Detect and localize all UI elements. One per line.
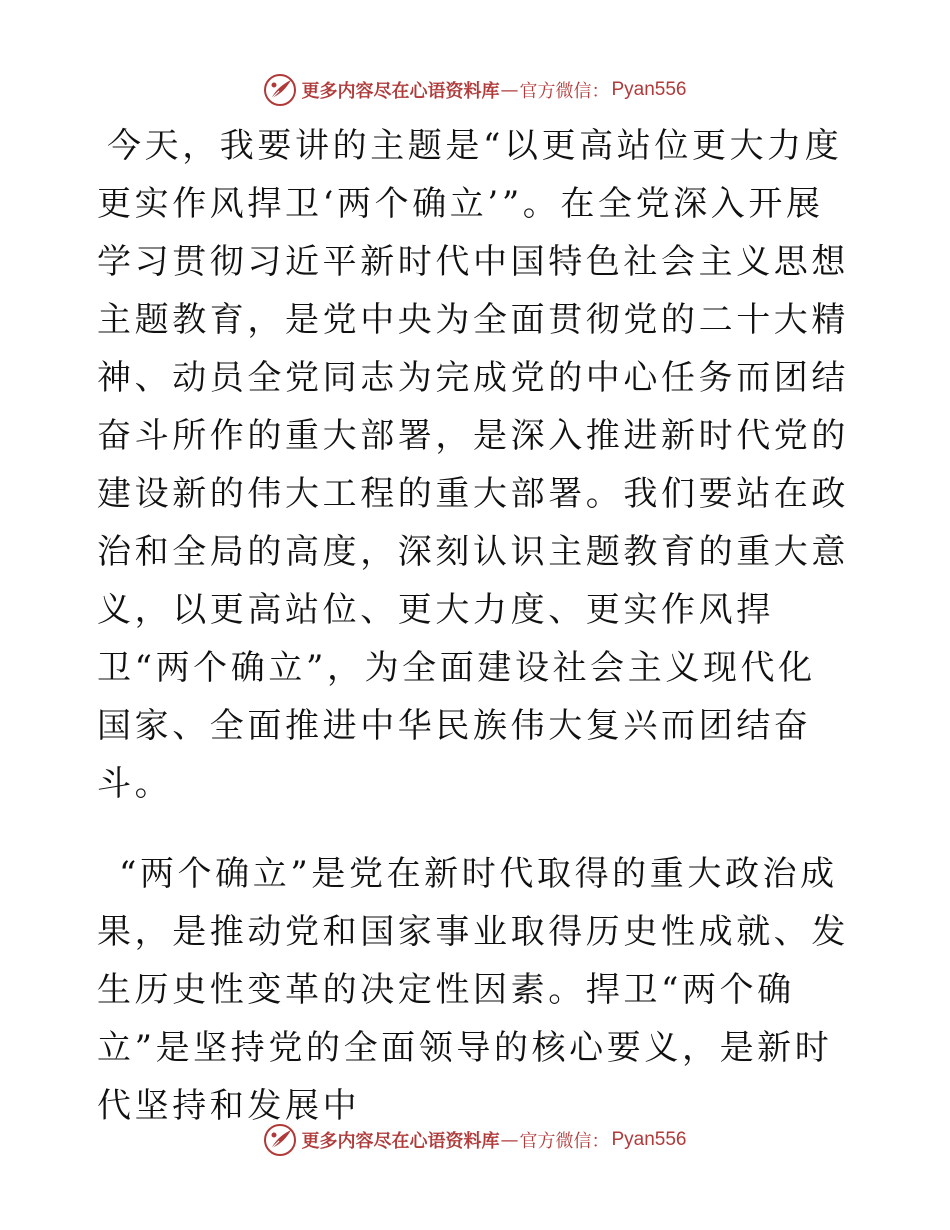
document-body: [97, 117, 849, 1135]
quill-logo-icon: [263, 1123, 297, 1157]
footer-watermark-banner: [0, 1120, 950, 1160]
banner-wechat-label: 官方微信：: [519, 1131, 610, 1152]
paragraph-1: 今天，我要讲的主题是“以更高站位更大力度更实作风捍卫‘两个确立’”。在全党深入开展学习贯彻习近平新时代中国特色社会主义思想主题教育，是党中央为全面贯彻党的二十大精神、动员全党同志为完成党的中心任务而团结奋斗所作的重大部署，是深入推进新时代党的建设新的伟大工程的重大部署。我们要站在政治和全局的高度，深刻认识主题教育的重大意义，以更高站位、更大力度、更实作风捍卫“两个确立”，为全面建设社会主义现代化国家、全面推进中华民族伟大复兴而团结奋斗。: [97, 126, 849, 804]
header-watermark-banner: [0, 70, 950, 110]
banner-wechat-id: Pyan556: [611, 1129, 687, 1150]
quill-logo-icon: [263, 73, 297, 107]
banner-separator: —: [500, 79, 519, 101]
paragraph-2: “两个确立”是党在新时代取得的重大政治成果，是推动党和国家事业取得历史性成就、发生历史性变革的决定性因素。捍卫“两个确立”是坚持党的全面领导的核心要义，是新时代坚持和发展中: [97, 854, 849, 1126]
banner-tagline: 更多内容尽在心语资料库: [301, 81, 500, 102]
banner-separator: —: [500, 1129, 519, 1151]
banner-tagline: 更多内容尽在心语资料库: [301, 1131, 500, 1152]
banner-wechat-label: 官方微信：: [519, 81, 610, 102]
banner-wechat-id: Pyan556: [611, 79, 687, 100]
